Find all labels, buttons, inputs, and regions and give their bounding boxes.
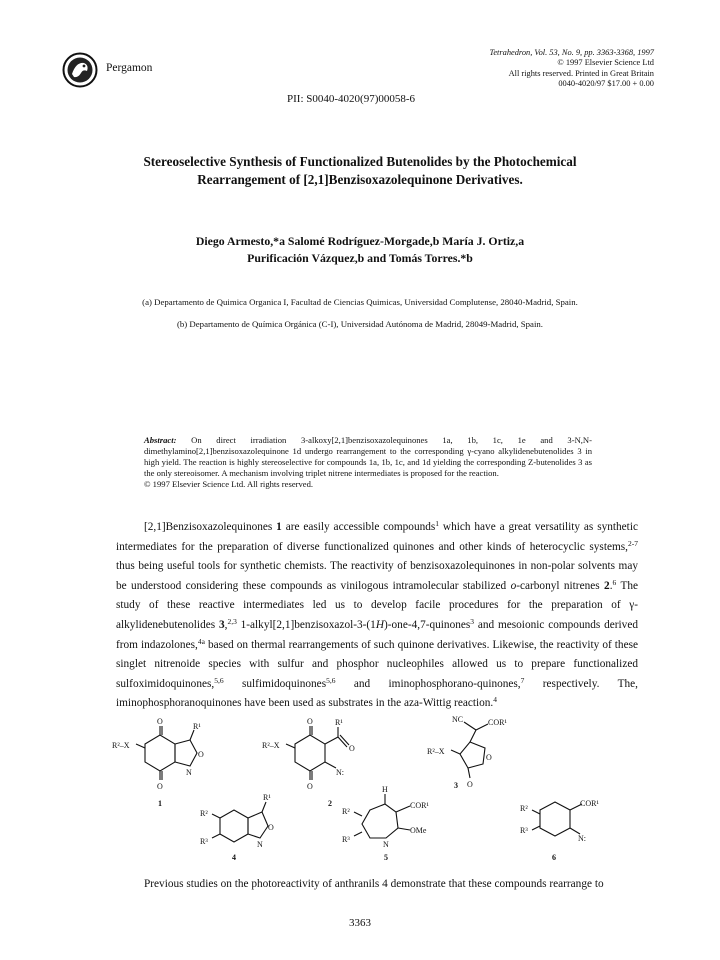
text-run: based on thermal rearrangements of such quinone derivatives. Likewise, the reactivity of these singlet nitrenoide species with sulfur and phosphor nucleophiles allowed us to prepare functionalized sulfoximidoquinones, bbox=[116, 638, 638, 690]
label-cor1-6: COR¹ bbox=[580, 799, 599, 808]
label-ome-5: OMe bbox=[410, 826, 427, 835]
label-r1-4: R¹ bbox=[263, 793, 271, 802]
citation: 4a bbox=[197, 636, 205, 646]
publisher-name: Pergamon bbox=[106, 62, 153, 74]
citation: 2,3 bbox=[227, 616, 237, 626]
label-r2-5: R² bbox=[342, 807, 350, 816]
authors-line-2: Purificación Vázquez,b and Tomás Torres.*b bbox=[247, 251, 473, 265]
compound-number-4: 4 bbox=[232, 853, 236, 862]
label-r3-6: R³ bbox=[520, 826, 528, 835]
label-nc-3: NC bbox=[452, 715, 464, 724]
abstract-label: Abstract: bbox=[144, 435, 177, 445]
label-n-5: N bbox=[383, 840, 389, 849]
authors-line-1: Diego Armesto,*a Salomé Rodríguez-Morgade,b María J. Ortiz,a bbox=[195, 234, 525, 248]
compound-number-2: 2 bbox=[328, 799, 332, 808]
text-run: -carbonyl nitrenes bbox=[516, 579, 605, 592]
compound-ref: 3 bbox=[218, 618, 225, 631]
citation: 3 bbox=[470, 616, 475, 626]
label-r3-4: R³ bbox=[200, 837, 208, 846]
abstract-text: On direct irradiation 3-alkoxy[2,1]benzisoxazolequinones 1a, 1b, 1c, 1e and 3-N,N-dimethylamino[2,1]benzisoxazolequinone 1d undergo rearrangement to the corresponding γ-cyano alkylidenebutenolides 3 in high yield. The reaction is highly stereoselective for compounds 1a, 1b, 1c, and 1d yielding the corresponding Z-butenolides 3 as the only stereoisomer. A mechanism involving triplet nitrene intermediates is proposed for the reaction. bbox=[144, 435, 593, 478]
compound-number-3: 3 bbox=[454, 781, 458, 790]
label-o-3b: O bbox=[467, 780, 473, 789]
compound-number-5: 5 bbox=[384, 853, 388, 862]
text-run: [2,1]Benzisoxazolequinones bbox=[144, 521, 277, 533]
abstract-copyright: © 1997 Elsevier Science Ltd. All rights reserved. bbox=[144, 478, 314, 489]
citation: 2-7 bbox=[628, 538, 638, 548]
intro-paragraph bbox=[116, 518, 638, 714]
label-n-4: N bbox=[257, 840, 263, 849]
pii-code: PII: S0040-4020(97)00058-6 bbox=[287, 93, 416, 105]
label-o-2c: O bbox=[307, 782, 313, 791]
label-o-1b: O bbox=[157, 782, 163, 791]
structure-6 bbox=[532, 802, 582, 836]
journal-info bbox=[489, 48, 654, 89]
label-r2x-1: R²–X bbox=[112, 741, 130, 750]
text-run: , bbox=[224, 618, 228, 631]
text-run: and iminophosphorano-quinones, bbox=[335, 677, 521, 690]
label-r1-2: R¹ bbox=[335, 718, 343, 727]
compound-ref: 2 bbox=[604, 579, 610, 592]
citation: 1 bbox=[435, 519, 440, 528]
text-run: thus being useful tools for synthetic chemists. The reactivity of benzisoxazolequinones in non-polar solvents may be understood considering these compounds as vinilogous intramolecular stabilized bbox=[116, 560, 638, 592]
label-r3-5: R³ bbox=[342, 835, 350, 844]
label-r1-1: R¹ bbox=[193, 722, 201, 731]
structure-5 bbox=[354, 794, 410, 838]
paper-title bbox=[0, 153, 720, 189]
label-cor1-3: COR¹ bbox=[488, 718, 507, 727]
label-r2x-3: R²–X bbox=[427, 747, 445, 756]
citation: 7 bbox=[520, 675, 525, 685]
label-o-4: O bbox=[268, 823, 274, 832]
abstract bbox=[144, 435, 592, 490]
label-o-2b: O bbox=[349, 744, 355, 753]
body-text bbox=[116, 518, 638, 714]
structure-4 bbox=[212, 802, 268, 842]
text-run: sulfimidoquinones bbox=[223, 677, 327, 690]
text-run: . bbox=[609, 579, 613, 592]
affiliation-a: (a) Departamento de Quimica Organica I, Facultad de Ciencias Quimicas, Universidad Complutense, 28040-Madrid, Spain. bbox=[142, 297, 578, 307]
page-number: 3363 bbox=[349, 917, 371, 929]
label-o-1a: O bbox=[157, 717, 163, 726]
label-r2x-2: R²–X bbox=[262, 741, 280, 750]
citation: 4 bbox=[493, 695, 498, 705]
author-list bbox=[0, 233, 720, 267]
compound-number-6: 6 bbox=[552, 853, 556, 862]
label-h-5: H bbox=[382, 785, 388, 794]
pergamon-logo-icon bbox=[62, 52, 98, 88]
label-r2-6: R² bbox=[520, 804, 528, 813]
label-cor1-5: COR¹ bbox=[410, 801, 429, 810]
label-o-2a: O bbox=[307, 717, 313, 726]
journal-copyright: © 1997 Elsevier Science Ltd bbox=[557, 58, 654, 68]
text-run: )-one-4,7-quinones bbox=[384, 618, 471, 631]
chemical-structures-figure bbox=[100, 715, 620, 870]
text-run: respectively. The, iminophosphoranoquinones have been used as substrates in the aza-Wittig reaction. bbox=[116, 677, 638, 710]
text-run: are easily accessible compounds bbox=[281, 521, 436, 533]
affiliations bbox=[0, 291, 720, 335]
text-run: and mesoionic compounds derived from indazolones, bbox=[116, 618, 638, 651]
compound-number-1: 1 bbox=[158, 799, 162, 808]
citation: 5,6 bbox=[326, 675, 336, 685]
compound-ref: 1 bbox=[276, 521, 282, 533]
citation: 5,6 bbox=[214, 675, 224, 685]
label-n-6: N: bbox=[578, 834, 586, 843]
affiliation-b: (b) Departamento de Química Orgánica (C-I), Universidad Autónoma de Madrid, 28049-Madrid, Spain. bbox=[176, 319, 544, 329]
label-o-1c: O bbox=[198, 750, 204, 759]
continuation-paragraph: Previous studies on the photoreactivity of anthranils 4 demonstrate that these compounds rearrange to bbox=[144, 878, 604, 890]
structure-3 bbox=[451, 722, 488, 778]
text-run: The study of these reactive intermediates led us to develop facile procedures for the preparation of γ-alkylidenebutenolides bbox=[116, 579, 639, 631]
journal-rights: All rights reserved. Printed in Great Britain bbox=[508, 68, 654, 78]
title-line-2: Rearrangement of [2,1]Benzisoxazolequinone Derivatives. bbox=[197, 172, 523, 187]
title-line-1: Stereoselective Synthesis of Functionalized Butenolides by the Photochemical bbox=[143, 154, 577, 169]
label-o-3a: O bbox=[486, 753, 492, 762]
text-run: o bbox=[510, 579, 517, 592]
label-n-1: N bbox=[186, 768, 192, 777]
text-run: H bbox=[375, 618, 384, 631]
journal-citation: Tetrahedron, Vol. 53, No. 9, pp. 3363-3368, 1997 bbox=[489, 48, 654, 57]
citation: 6 bbox=[612, 577, 617, 587]
text-run: which have a great versatility as synthetic intermediates for the preparation of diverse functionalized quinones and other kinds of heterocyclic systems, bbox=[116, 521, 638, 553]
label-r2-4: R² bbox=[200, 809, 208, 818]
text-run: 1-alkyl[2,1]benzisoxazol-3-(1 bbox=[236, 618, 376, 631]
label-n-2: N: bbox=[336, 768, 344, 777]
journal-price: 0040-4020/97 $17.00 + 0.00 bbox=[558, 78, 654, 88]
